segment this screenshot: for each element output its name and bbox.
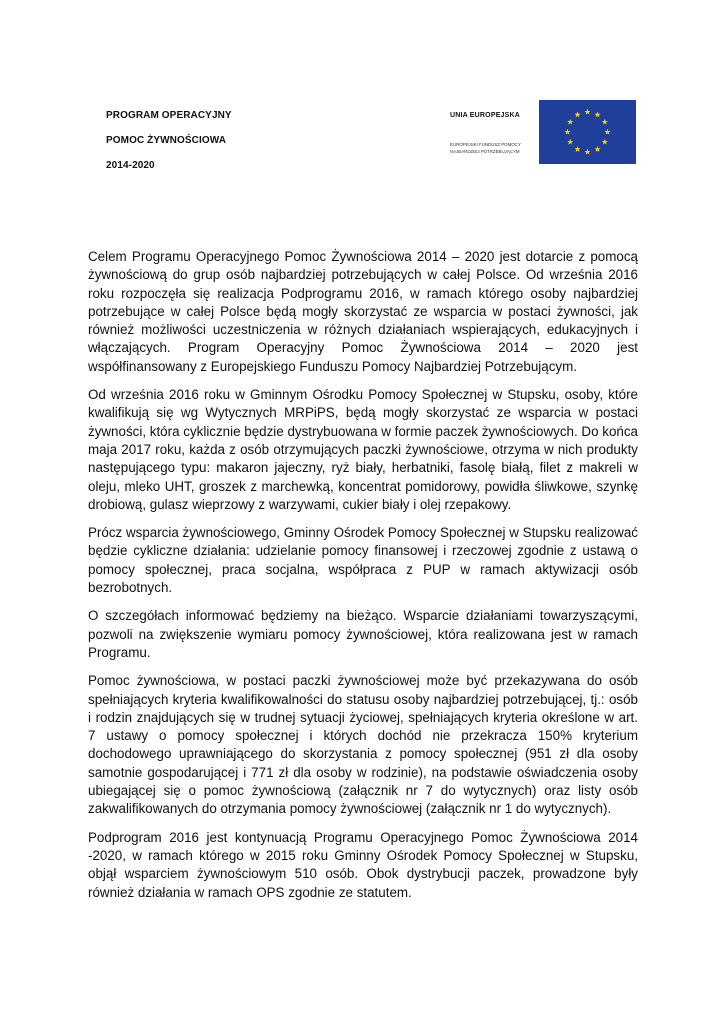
eu-fund-line-2: NAJBARDZIEJ POTRZEBUJĄCYM (450, 149, 520, 154)
eu-label: UNIA EUROPEJSKA (450, 112, 521, 119)
paragraph: Celem Programu Operacyjnego Pomoc Żywnościowa 2014 – 2020 jest dotarcie z pomocą żywnościową do grup osób najbardziej potrzebujących w całej Polsce. Od września 2016 roku rozpoczęła się realizacja Podprogramu 2016, w ramach którego osoby najbardziej potrzebujące w całej Polsce będą mogły skorzystać ze wsparcia w postaci żywności, jak również możliwości uczestniczenia w różnych działaniach wspierających, edukacyjnych i włączających. Program Operacyjny Pomoc Żywnościowa 2014 – 2020 jest współfinansowany z Europejskiego Funduszu Pomocy Najbardziej Potrzebującym. (88, 249, 638, 374)
eu-fund-name (450, 141, 521, 155)
program-title (106, 110, 232, 185)
article-body (88, 248, 638, 912)
paragraph: Podprogram 2016 jest kontynuacją Programu Operacyjnego Pomoc Żywnościowa 2014 -2020, w ramach którego w 2015 roku Gminny Ośrodek Pomocy Społecznej w Stupsku, objął wsparciem żywnościowym 510 osób. Obok dystrybucji paczek, prowadzone były również działania w ramach OPS zgodnie ze statutem. (88, 829, 638, 900)
eu-logo (450, 100, 636, 164)
paragraph: O szczegółach informować będziemy na bieżąco. Wsparcie działaniami towarzyszącymi, pozwoli na zwiększenie wymiaru pomocy żywnościowej, która realizowana jest w ramach Programu. (88, 608, 638, 660)
program-title-line-1: PROGRAM OPERACYJNY (106, 110, 232, 121)
program-title-line-3: 2014-2020 (106, 160, 155, 171)
paragraph: Pomoc żywnościowa, w postaci paczki żywnościowej może być przekazywana do osób spełniających kryteria kwalifikowalności do statusu osoby najbardziej potrzebującej, tj.: osób i rodzin znajdujących się w trudnej sytuacji życiowej, spełniających kryteria określone w art. 7 ustawy o pomocy społecznej i których dochód nie przekracza 150% kryterium dochodowego uprawniającego do skorzystania z pomocy społecznej (951 zł dla osoby samotnie gospodarującej i 771 zł dla osoby w rodzinie), na podstawie oświadczenia osoby ubiegającej się o pomoc żywnościową (załącznik nr 7 do wytycznych) oraz listy osób zakwalifikowanych do otrzymania pomocy żywnościowej (załącznik nr 1 do wytycznych). (88, 673, 638, 817)
program-title-line-2: POMOC ŻYWNOŚCIOWA (106, 135, 227, 146)
paragraph: Prócz wsparcia żywnościowego, Gminny Ośrodek Pomocy Społecznej w Stupsku realizować będzie cykliczne działania: udzielanie pomocy finansowej i rzeczowej zgodnie z ustawą o pomocy społecznej, praca socjalna, współpraca z PUP w ramach aktywizacji osób bezrobotnych. (88, 525, 638, 596)
eu-fund-line-1: EUROPEJSKI FUNDUSZ POMOCY (450, 142, 521, 147)
eu-flag-icon (539, 100, 636, 164)
paragraph: Od września 2016 roku w Gminnym Ośrodku Pomocy Społecznej w Stupsku, osoby, które kwalifikują się wg Wytycznych MRPiPS, będą mogły skorzystać ze wsparcia w postaci żywności, która cyklicznie będzie dystrybuowana w formie paczek żywnościowych. Do końca maja 2017 roku, każda z osób otrzymujących paczki żywnościowe, otrzyma w nich produkty następującego typu: makaron jajeczny, ryż biały, herbatniki, fasolę białą, filet z makreli w oleju, mleko UHT, groszek z marchewką, koncentrat pomidorowy, powidła śliwkowe, szynkę drobiową, gulasz wieprzowy z warzywami, cukier biały i olej rzepakowy. (88, 387, 638, 512)
